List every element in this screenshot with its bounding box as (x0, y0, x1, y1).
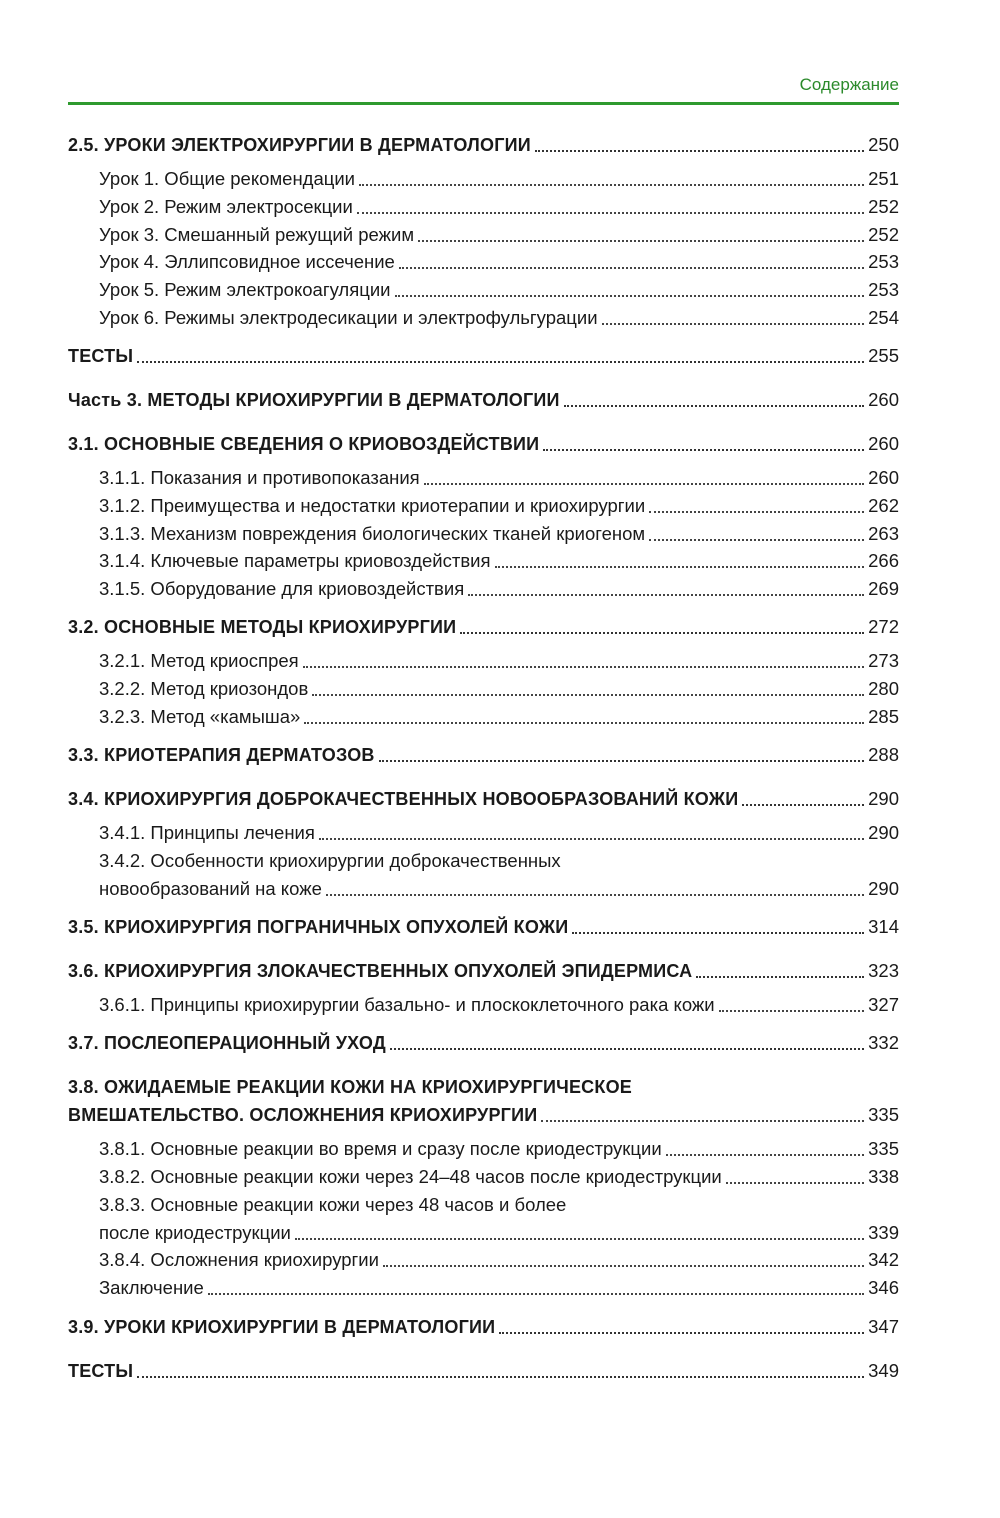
page-number: 273 (868, 650, 899, 671)
dot-leader (418, 240, 864, 242)
toc-item-entry[interactable] (99, 464, 899, 492)
toc-item-title: 3.8.1. Основные реакции во время и сразу после криодеструкции (99, 1138, 662, 1159)
toc-section-title: ТЕСТЫ (68, 1361, 134, 1381)
dot-leader (602, 323, 865, 325)
toc-item-entry[interactable] (99, 1274, 899, 1302)
page-number: 347 (868, 1316, 899, 1337)
toc-section-title: 3.9. УРОКИ КРИОХИРУРГИИ В ДЕРМАТОЛОГИИ (68, 1317, 496, 1337)
dot-leader (696, 976, 864, 978)
page-number: 269 (868, 578, 899, 599)
dot-leader (319, 838, 864, 840)
toc-section-title-line2: ВМЕШАТЕЛЬСТВО. ОСЛОЖНЕНИЯ КРИОХИРУРГИИ (68, 1105, 538, 1125)
toc-item-title: 3.8.4. Осложнения криохирургии (99, 1249, 379, 1270)
dot-leader (468, 594, 864, 596)
toc-section-title: 3.4. КРИОХИРУРГИЯ ДОБРОКАЧЕСТВЕННЫХ НОВООБРАЗОВАНИЙ КОЖИ (68, 789, 739, 809)
toc-section-entry[interactable] (68, 957, 899, 985)
toc-item-entry[interactable] (99, 1246, 899, 1274)
page-number: 290 (868, 788, 899, 809)
page-number: 339 (868, 1222, 899, 1243)
toc-item-title: 3.2.2. Метод криозондов (99, 678, 309, 699)
toc-item-title-line2: новообразований на коже (99, 878, 322, 899)
page-number: 327 (868, 994, 899, 1015)
toc-item-entry[interactable] (99, 193, 899, 221)
dot-leader (460, 632, 864, 634)
toc-item-title: 3.1.3. Механизм повреждения биологических тканей криогеном (99, 523, 646, 544)
toc-item-entry[interactable] (99, 248, 899, 276)
dot-leader (303, 666, 864, 668)
toc-section-entry[interactable] (68, 342, 899, 370)
page-number: 262 (868, 495, 899, 516)
toc-part-entry[interactable] (68, 386, 899, 414)
toc-section-entry[interactable] (68, 613, 899, 641)
toc-section-title: 3.5. КРИОХИРУРГИЯ ПОГРАНИЧНЫХ ОПУХОЛЕЙ КОЖИ (68, 917, 569, 937)
page-number: 254 (868, 307, 899, 328)
toc-section-title: 3.3. КРИОТЕРАПИЯ ДЕРМАТОЗОВ (68, 745, 375, 765)
toc-section-entry[interactable] (68, 131, 899, 159)
toc-item-title: 3.2.3. Метод «камыша» (99, 706, 301, 727)
toc-item-title: Урок 2. Режим электросекции (99, 196, 353, 217)
toc-section-title: 3.6. КРИОХИРУРГИЯ ЗЛОКАЧЕСТВЕННЫХ ОПУХОЛЕЙ ЭПИДЕРМИСА (68, 961, 693, 981)
toc-item-entry[interactable] (99, 819, 899, 847)
toc-item-title-line2: после криодеструкции (99, 1222, 291, 1243)
toc-section-entry[interactable] (68, 430, 899, 458)
toc-section-entry[interactable] (68, 913, 899, 941)
page-number: 251 (868, 168, 899, 189)
dot-leader (395, 295, 865, 297)
dot-leader (304, 722, 864, 724)
page-number: 349 (868, 1360, 899, 1381)
page-number: 290 (868, 822, 899, 843)
dot-leader (726, 1182, 864, 1184)
dot-leader (137, 361, 864, 363)
toc-section-title: 3.2. ОСНОВНЫЕ МЕТОДЫ КРИОХИРУРГИИ (68, 617, 457, 637)
dot-leader (541, 1120, 864, 1122)
toc-item-title: 3.1.2. Преимущества и недостатки криотерапии и криохирургии (99, 495, 646, 516)
toc-section-entry[interactable] (68, 1357, 899, 1385)
page-number: 323 (868, 960, 899, 981)
dot-leader (535, 150, 864, 152)
toc-section-entry[interactable] (68, 785, 899, 813)
page-number: 250 (868, 134, 899, 155)
page-number: 272 (868, 616, 899, 637)
page-number: 290 (868, 878, 899, 899)
page-number: 342 (868, 1249, 899, 1270)
page-number: 332 (868, 1032, 899, 1053)
page-number: 266 (868, 550, 899, 571)
page-number: 335 (868, 1138, 899, 1159)
toc-section-entry[interactable] (68, 1073, 899, 1129)
toc-item-title: 3.1.1. Показания и противопоказания (99, 467, 420, 488)
toc-item-title: Урок 4. Эллипсовидное иссечение (99, 251, 395, 272)
dot-leader (572, 932, 864, 934)
dot-leader (359, 184, 864, 186)
toc-item-entry[interactable] (99, 703, 899, 731)
page-number: 253 (868, 251, 899, 272)
dot-leader (399, 267, 864, 269)
toc-item-entry[interactable] (99, 492, 899, 520)
page-number: 338 (868, 1166, 899, 1187)
toc-item-entry[interactable] (99, 647, 899, 675)
toc-item-title: 3.4.1. Принципы лечения (99, 822, 315, 843)
page-number: 263 (868, 523, 899, 544)
dot-leader (137, 1376, 864, 1378)
dot-leader (564, 405, 864, 407)
toc-item-title: Урок 1. Общие рекомендации (99, 168, 356, 189)
toc-part-title: Часть 3. МЕТОДЫ КРИОХИРУРГИИ В ДЕРМАТОЛОГИИ (68, 390, 560, 410)
dot-leader (208, 1293, 864, 1295)
toc-item-title: Заключение (99, 1277, 204, 1298)
dot-leader (499, 1332, 864, 1334)
page-number: 260 (868, 433, 899, 454)
toc-item-title: Урок 3. Смешанный режущий режим (99, 224, 415, 245)
dot-leader (326, 894, 864, 896)
dot-leader (543, 449, 864, 451)
page-number: 314 (868, 916, 899, 937)
toc-section-title: ТЕСТЫ (68, 346, 134, 366)
header-rule (68, 102, 899, 105)
toc-section-entry[interactable] (68, 741, 899, 769)
toc-item-entry[interactable] (99, 221, 899, 249)
page-number: 335 (868, 1104, 899, 1125)
toc-section-title: 3.7. ПОСЛЕОПЕРАЦИОННЫЙ УХОД (68, 1033, 386, 1053)
dot-leader (649, 539, 864, 541)
toc-item-entry[interactable] (99, 520, 899, 548)
page-number: 252 (868, 224, 899, 245)
toc-item-entry[interactable] (99, 575, 899, 603)
dot-leader (379, 760, 864, 762)
dot-leader (357, 212, 864, 214)
dot-leader (719, 1010, 865, 1012)
toc-item-entry[interactable] (99, 1163, 899, 1191)
toc-item-title: 3.1.5. Оборудование для криовоздействия (99, 578, 465, 599)
toc-item-entry[interactable] (99, 276, 899, 304)
toc-section-title: 2.5. УРОКИ ЭЛЕКТРОХИРУРГИИ В ДЕРМАТОЛОГИИ (68, 135, 531, 155)
toc-item-entry[interactable] (99, 1135, 899, 1163)
page-number: 260 (868, 389, 899, 410)
dot-leader (424, 483, 864, 485)
toc-item-title: 3.6.1. Принципы криохирургии базально- и плоскоклеточного рака кожи (99, 994, 715, 1015)
running-header: Содержание (799, 75, 899, 94)
page-number: 255 (868, 345, 899, 366)
page-number: 346 (868, 1277, 899, 1298)
dot-leader (742, 804, 864, 806)
toc-item-title: 3.8.2. Основные реакции кожи через 24–48 часов после криодеструкции (99, 1166, 722, 1187)
toc-item-entry[interactable] (99, 547, 899, 575)
dot-leader (312, 694, 864, 696)
toc-item-entry[interactable] (99, 165, 899, 193)
toc-item-entry[interactable] (99, 991, 899, 1019)
toc-item-title: Урок 6. Режимы электродесикации и электрофульгурации (99, 307, 598, 328)
toc-item-title: Урок 5. Режим электрокоагуляции (99, 279, 391, 300)
toc-section-entry[interactable] (68, 1313, 899, 1341)
toc-section-title-line1: 3.8. ОЖИДАЕМЫЕ РЕАКЦИИ КОЖИ НА КРИОХИРУРГИЧЕСКОЕ (68, 1077, 632, 1097)
page-number: 285 (868, 706, 899, 727)
page-number: 280 (868, 678, 899, 699)
page-number: 253 (868, 279, 899, 300)
dot-leader (390, 1048, 864, 1050)
toc-item-title-line1: 3.8.3. Основные реакции кожи через 48 часов и более (99, 1194, 567, 1215)
toc-item-entry[interactable] (99, 304, 899, 332)
dot-leader (649, 511, 864, 513)
toc-item-title: 3.2.1. Метод криоспрея (99, 650, 299, 671)
dot-leader (295, 1238, 864, 1240)
toc-section-title: 3.1. ОСНОВНЫЕ СВЕДЕНИЯ О КРИОВОЗДЕЙСТВИИ (68, 434, 540, 454)
page-number: 288 (868, 744, 899, 765)
dot-leader (495, 566, 865, 568)
toc-item-entry[interactable] (99, 675, 899, 703)
dot-leader (383, 1265, 864, 1267)
dot-leader (666, 1154, 864, 1156)
toc-item-entry[interactable] (99, 1191, 899, 1247)
toc-item-title: 3.1.4. Ключевые параметры криовоздействия (99, 550, 491, 571)
toc-section-entry[interactable] (68, 1029, 899, 1057)
page-number: 252 (868, 196, 899, 217)
toc-item-title-line1: 3.4.2. Особенности криохирургии доброкачественных (99, 850, 561, 871)
toc-item-entry[interactable] (99, 847, 899, 903)
page-number: 260 (868, 467, 899, 488)
